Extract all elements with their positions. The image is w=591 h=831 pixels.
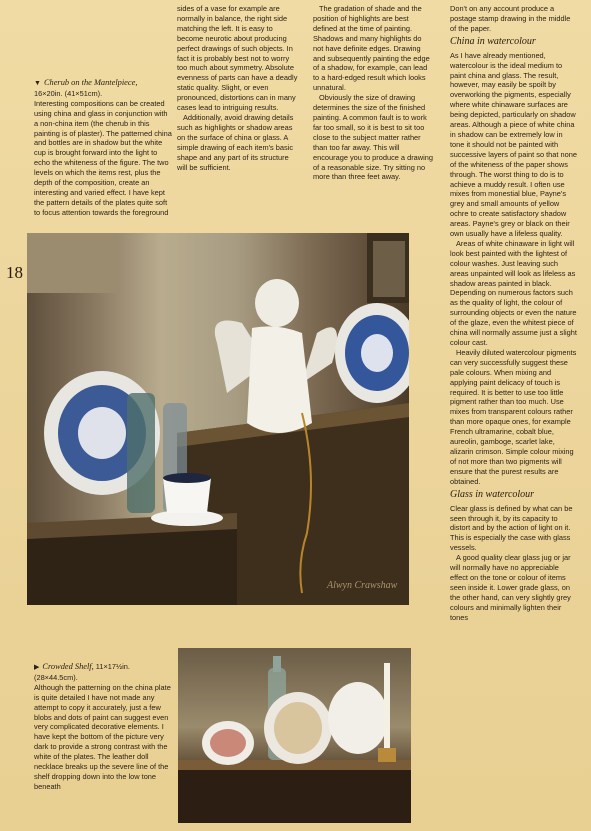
caption-crowded-dims: 11×17½in. (28×44.5cm). [34,662,130,682]
triangle-bullet-icon: ▶ [34,664,40,671]
column-3-paragraph: The gradation of shade and the position of highlights are best defined at the time of painting. Shadows and many highlights do not have definite edges. Drawing and subsequently painting the edge of a shadow, for example, can lead to a hard-edged result which looks unnatural. [313,4,430,93]
caption-cherub-body: Interesting compositions can be created using china and glass in conjunction with a non-china item (the cherub in this painting is of plaster). The patterned china and bottles are in shadow but the white cup is brought forward into the light to echo the whiteness of the figure. The two levels on which the items rest, plus the depth of the composition, create an interesting and varied effect. I have kept the pattern details of the plates quite soft to focus attention towards the foreground [34,98,172,217]
caption-cherub [34,78,172,218]
page-number: 18 [6,263,23,282]
painting-cherub-on-mantelpiece [27,233,409,605]
caption-cherub-title-line [34,78,172,89]
patterned-plate-pattern [274,702,322,754]
triangle-bullet-icon: ▼ [34,80,41,87]
heading-glass-in-watercolour: Glass in watercolour [450,488,535,500]
column-4-intro: Don't on any account produce a postage stamp drawing in the middle of the paper. [450,4,571,33]
caption-crowded-shelf [34,662,174,792]
painting-crowded-shelf [178,648,411,823]
cherub-wing-right [302,327,337,383]
china-bowl-pattern [210,729,246,757]
caption-crowded-body: Although the patterning on the china plate is quite detailed I have not made any attempt to copy it accurately, just a few blobs and dots of paint can suggest even very complicated decorative elements. I have kept the bottom of the picture very dark to provide a strong contrast with the white of the plates. The leather doll necklace breaks up the severe line of the shelf dropping down into the low tone beneath [34,682,171,791]
white-plate [328,682,388,754]
glass-bottle [127,393,155,513]
shelf-shadow [178,768,411,823]
blue-plate-right-centre [361,334,393,372]
column-3 [313,4,433,182]
cup-rim [163,473,211,483]
caption-cherub-title: Cherub on the Mantelpiece, [43,78,138,87]
column-2 [177,4,301,172]
picture-frame-right-inner [373,241,405,297]
column-4-paragraph: Clear glass is defined by what can be seen through it, by its capacity to distort and by the action of light on it. This is especially the case with glass vessels. [450,503,573,553]
column-4-paragraph: As I have already mentioned, watercolour is the ideal medium to paint china and glass. The result, however, may easily be spoilt by overworking the pigments, especially where white chinaware surfaces are being depicted, particularly on shadow areas. Although a piece of white china in shadow can be extremely low in tone it should not be painted with successive layers of paint so that none of the whiteness of the paper shows through. The worst thing to do is to achieve a muddy result. I often use mixes from monestial blue, Payne's grey and small amounts of yellow ochre to create satisfactory shadow areas. Payne's grey or black on their own usually have a lifeless quality. [450,50,577,239]
column-4-paragraph: Heavily diluted watercolour pigments can very successfully suggest these pale colours. When mixing and applying paint delicacy of touch is required. It is better to use too little pigment rather than too much. Use mixes from transparent colours rather than more opaque ones, for example French ultramarine, cobalt blue, aureolin, gamboge, scarlet lake, alizarin crimson. Simple colour mixing of not more than two pigments will ensure that the purest results are obtained. [450,347,577,486]
caption-cherub-dims: 16×20in. (41×51cm). [34,88,103,98]
heading-china-in-watercolour: China in watercolour [450,35,536,47]
candle [384,663,390,758]
column-4 [450,4,578,622]
candlestick [378,748,396,762]
white-cup [163,478,211,513]
artist-signature: Alwyn Crawshaw [327,580,398,591]
picture-frame-left [27,233,117,293]
bottle-neck [273,656,281,672]
column-4-paragraph: Areas of white chinaware in light will look best painted with the lightest of colour washes. Just leaving such areas unpainted will look as lifeless as shadow areas painted in black. Depending on numerous factors such as the quality of light, the colour of surrounding objects or even the nature of the glaze, even the whitest piece of china will normally assume just a slight colour cast. [450,238,577,347]
column-2-paragraph: Additionally, avoid drawing details such as highlights or shadow areas on the surface of china or glass. A simple drawing of each item's basic shape and any part of its structure will be sufficient. [177,112,294,172]
blue-plate-left-centre [78,407,126,459]
caption-crowded-title-line [34,662,174,683]
painting-cherub-svg [27,233,409,605]
painting-crowded-svg [178,648,411,823]
column-4-paragraph: A good quality clear glass jug or jar will normally have no appreciable effect on the tone or colour of items seen inside it. Lower grade glass, on the other hand, can very slightly grey colours and minimally lighten their tones [450,553,571,622]
column-3-paragraph: Obviously the size of drawing determines the size of the finished painting. A common fault is to work far too small, so it is best to sit too close to the subject matter rather than too far away. This will encourage you to produce a drawing of a reasonable size. Try sitting no more than three feet away. [313,93,433,182]
caption-crowded-title: Crowded Shelf, [42,662,94,671]
cherub-head [255,279,299,327]
column-2-paragraph: sides of a vase for example are normally in balance, the right side matching the left. It is easy to become neurotic about producing perfect drawings of such objects. In fact it is probably best not to worry too much about symmetry. Absolute evenness of parts can have a deadly static quality. Slight, or even pronounced, distortions can in many cases lead to intriguing results. [177,4,298,113]
